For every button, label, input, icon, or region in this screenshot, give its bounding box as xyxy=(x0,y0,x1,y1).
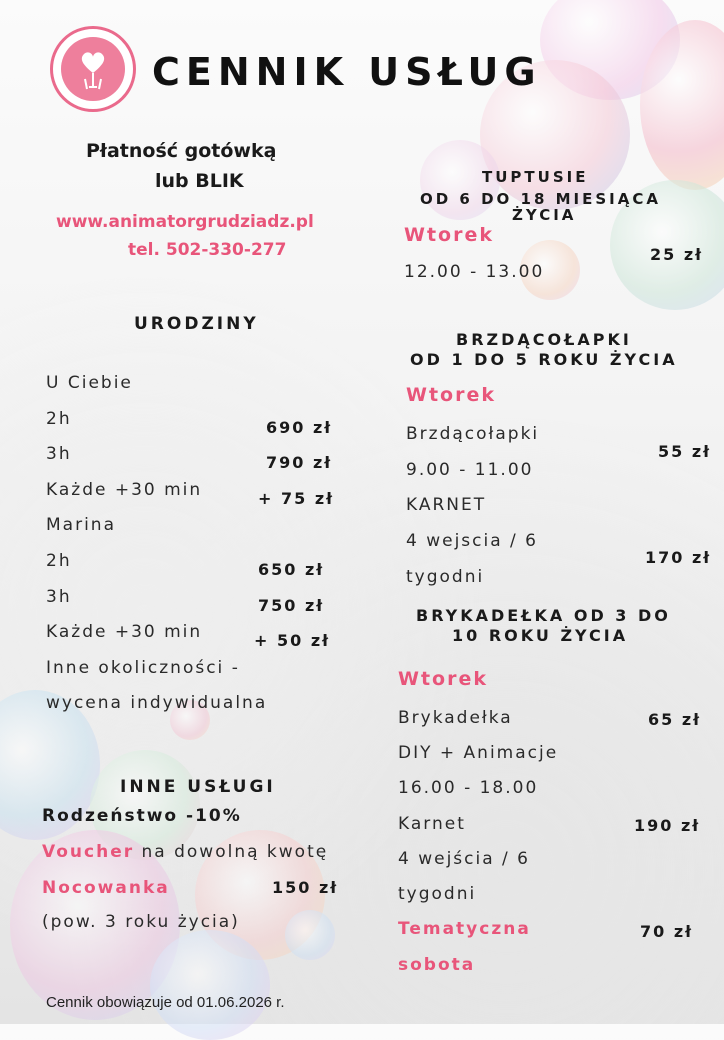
voucher-line xyxy=(42,842,328,862)
urodziny-row-label: Marina xyxy=(46,515,116,535)
brykadelka-karnet-weeks: tygodni xyxy=(398,884,477,904)
voucher-text: na dowolną kwotę xyxy=(134,842,329,862)
brykadelka-karnet-entries: 4 wejścia / 6 xyxy=(398,849,531,869)
tuptusie-price: 25 zł xyxy=(650,245,704,264)
urodziny-heading: URODZINY xyxy=(134,314,259,334)
brzdacolapki-karnet-weeks: tygodni xyxy=(406,567,485,587)
brzdacolapki-price: 55 zł xyxy=(658,442,712,461)
inne-uslugi-heading: INNE USŁUGI xyxy=(120,777,276,797)
urodziny-row-label: 2h xyxy=(46,409,72,429)
tematyczna-sobota-price: 70 zł xyxy=(640,922,694,941)
tuptusie-heading-life: ŻYCIA xyxy=(512,206,577,224)
brzdacolapki-karnet-label: KARNET xyxy=(406,495,487,515)
balloon-heart-icon xyxy=(53,29,133,109)
payment-line-1: Płatność gotówką xyxy=(86,140,277,162)
tuptusie-heading: TUPTUSIE xyxy=(482,168,589,186)
brykadelka-karnet-price: 190 zł xyxy=(634,816,701,835)
payment-line-2: lub BLIK xyxy=(155,170,244,192)
tematyczna-sobota-day: sobota xyxy=(398,955,476,975)
brzdacolapki-day: Wtorek xyxy=(406,384,496,406)
tuptusie-heading-age: OD 6 DO 18 MIESIĄCA xyxy=(420,190,661,208)
brykadelka-heading-age: 10 ROKU ŻYCIA xyxy=(452,626,629,645)
brykadelka-time: 16.00 - 18.00 xyxy=(398,778,539,798)
urodziny-row-price: 790 zł xyxy=(266,453,333,472)
brzdacolapki-karnet-entries: 4 wejscia / 6 xyxy=(406,531,539,551)
tematyczna-sobota-label: Tematyczna xyxy=(398,919,531,939)
brand-logo xyxy=(50,26,136,112)
website-link[interactable]: www.animatorgrudziadz.pl xyxy=(56,212,314,232)
urodziny-row-price: 650 zł xyxy=(258,560,325,579)
urodziny-row-label: U Ciebie xyxy=(46,373,133,393)
urodziny-row-label: 3h xyxy=(46,444,72,464)
nocowanka-note: (pow. 3 roku życia) xyxy=(42,912,240,932)
urodziny-row-label: wycena indywidualna xyxy=(46,693,268,713)
brzdacolapki-karnet-price: 170 zł xyxy=(645,548,712,567)
urodziny-row-label: Inne okoliczności - xyxy=(46,658,240,678)
brykadelka-price: 65 zł xyxy=(648,710,702,729)
urodziny-row-label: 3h xyxy=(46,587,72,607)
nocowanka-label: Nocowanka xyxy=(42,878,170,898)
brykadelka-name: Brykadełka xyxy=(398,708,513,728)
tuptusie-day: Wtorek xyxy=(404,224,494,246)
brykadelka-heading: BRYKADEŁKA OD 3 DO xyxy=(416,606,671,625)
validity-footer: Cennik obowiązuje od 01.06.2026 r. xyxy=(46,994,285,1011)
urodziny-row-price: + 50 zł xyxy=(254,631,331,650)
brzdacolapki-heading-age: OD 1 DO 5 ROKU ŻYCIA xyxy=(410,350,678,369)
brzdacolapki-time: 9.00 - 11.00 xyxy=(406,460,534,480)
urodziny-row-price: 750 zł xyxy=(258,596,325,615)
brykadelka-day: Wtorek xyxy=(398,668,488,690)
voucher-label: Voucher xyxy=(42,842,135,862)
tuptusie-time: 12.00 - 13.00 xyxy=(404,262,545,282)
urodziny-row-price: + 75 zł xyxy=(258,489,335,508)
brzdacolapki-name: Brzdącołapki xyxy=(406,424,540,444)
urodziny-row-price: 690 zł xyxy=(266,418,333,437)
rodzenstwo-discount: Rodzeństwo -10% xyxy=(42,806,242,826)
bubble-decoration xyxy=(285,910,335,960)
urodziny-row-label: Każde +30 min xyxy=(46,622,203,642)
page-title: CENNIK USŁUG xyxy=(152,50,542,94)
nocowanka-price: 150 zł xyxy=(272,878,339,897)
brzdacolapki-heading: BRZDĄCOŁAPKI xyxy=(456,330,632,349)
urodziny-row-label: Każde +30 min xyxy=(46,480,203,500)
phone-number[interactable]: tel. 502-330-277 xyxy=(128,240,287,260)
urodziny-row-label: 2h xyxy=(46,551,72,571)
brykadelka-diy: DIY + Animacje xyxy=(398,743,559,763)
brykadelka-karnet-label: Karnet xyxy=(398,814,466,834)
